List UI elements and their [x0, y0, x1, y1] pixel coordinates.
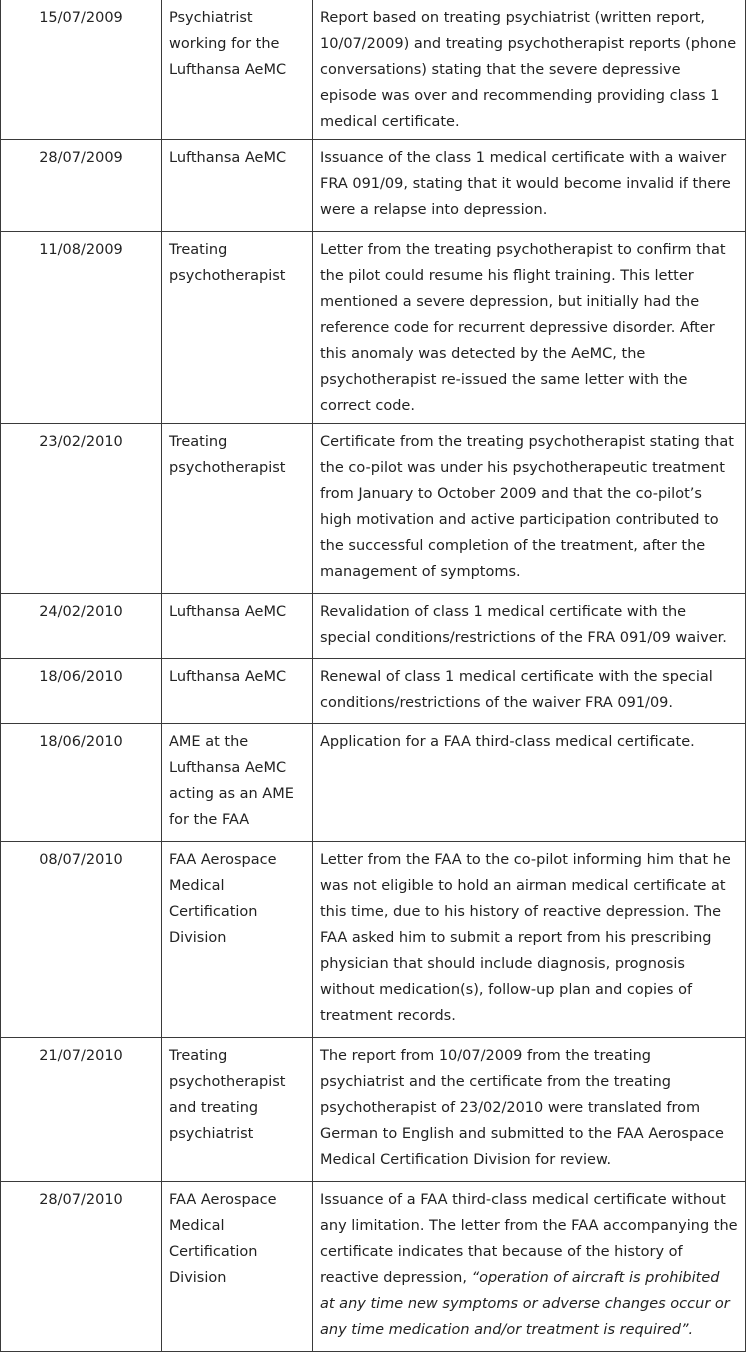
- source-cell: Psychiatrist working for the Lufthansa AeMC: [162, 0, 313, 140]
- source-cell: Lufthansa AeMC: [162, 140, 313, 232]
- source-cell: Lufthansa AeMC: [162, 659, 313, 724]
- event-cell: Letter from the FAA to the co-pilot informing him that he was not eligible to hold an airman medical certificate at this time, due to his history of reactive depression. The FAA asked him to submit a report from his prescribing physician that should include diagnosis, prognosis without medication(s), follow-up plan and copies of treatment records.: [313, 842, 746, 1038]
- table-row: [1, 659, 746, 724]
- date-cell: 08/07/2010: [1, 842, 162, 1038]
- table-row: [1, 842, 746, 1038]
- event-cell: Revalidation of class 1 medical certificate with the special conditions/restrictions of the FRA 091/09 waiver.: [313, 594, 746, 659]
- source-cell: AME at the Lufthansa AeMC acting as an AME for the FAA: [162, 724, 313, 842]
- event-text: Issuance of a FAA third-class medical certificate without any limitation. The letter from the FAA accompanying the certificate indicates that because of the history of reactive depression,: [320, 1192, 738, 1286]
- table-row: [1, 594, 746, 659]
- table-row: [1, 1038, 746, 1182]
- table-row: [1, 424, 746, 594]
- table-row: [1, 1182, 746, 1352]
- event-cell: Issuance of the class 1 medical certificate with a waiver FRA 091/09, stating that it would become invalid if there were a relapse into depression.: [313, 140, 746, 232]
- date-cell: 28/07/2010: [1, 1182, 162, 1352]
- source-cell: Treating psychotherapist and treating psychiatrist: [162, 1038, 313, 1182]
- source-cell: FAA Aerospace Medical Certification Division: [162, 842, 313, 1038]
- event-cell: [313, 1182, 746, 1352]
- date-cell: 24/02/2010: [1, 594, 162, 659]
- table-row: [1, 232, 746, 424]
- date-cell: 18/06/2010: [1, 659, 162, 724]
- source-cell: FAA Aerospace Medical Certification Division: [162, 1182, 313, 1352]
- source-cell: Treating psychotherapist: [162, 424, 313, 594]
- event-cell: Renewal of class 1 medical certificate with the special conditions/restrictions of the waiver FRA 091/09.: [313, 659, 746, 724]
- event-cell: Report based on treating psychiatrist (written report, 10/07/2009) and treating psychotherapist reports (phone conversations) stating that the severe depressive episode was over and recommending providing class 1 medical certificate.: [313, 0, 746, 140]
- date-cell: 28/07/2009: [1, 140, 162, 232]
- date-cell: 15/07/2009: [1, 0, 162, 140]
- date-cell: 23/02/2010: [1, 424, 162, 594]
- event-cell: Certificate from the treating psychotherapist stating that the co-pilot was under his psychotherapeutic treatment from January to October 2009 and that the co-pilot’s high motivation and active participation contributed to the successful completion of the treatment, after the management of symptoms.: [313, 424, 746, 594]
- event-cell: Letter from the treating psychotherapist to confirm that the pilot could resume his flight training. This letter mentioned a severe depression, but initially had the reference code for recurrent depressive disorder. After this anomaly was detected by the AeMC, the psychotherapist re-issued the same letter with the correct code.: [313, 232, 746, 424]
- source-cell: Lufthansa AeMC: [162, 594, 313, 659]
- event-cell: Application for a FAA third-class medical certificate.: [313, 724, 746, 842]
- event-cell: The report from 10/07/2009 from the treating psychiatrist and the certificate from the treating psychotherapist of 23/02/2010 were translated from German to English and submitted to the FAA Aerospace Medical Certification Division for review.: [313, 1038, 746, 1182]
- table-row: [1, 140, 746, 232]
- table-row: [1, 0, 746, 140]
- table-row: [1, 724, 746, 842]
- date-cell: 21/07/2010: [1, 1038, 162, 1182]
- source-cell: Treating psychotherapist: [162, 232, 313, 424]
- date-cell: 18/06/2010: [1, 724, 162, 842]
- faa-letter-quote: “operation of aircraft is prohibited at any time new symptoms or adverse changes occur or any time medication and/or treatment is required”.: [320, 1270, 730, 1338]
- date-cell: 11/08/2009: [1, 232, 162, 424]
